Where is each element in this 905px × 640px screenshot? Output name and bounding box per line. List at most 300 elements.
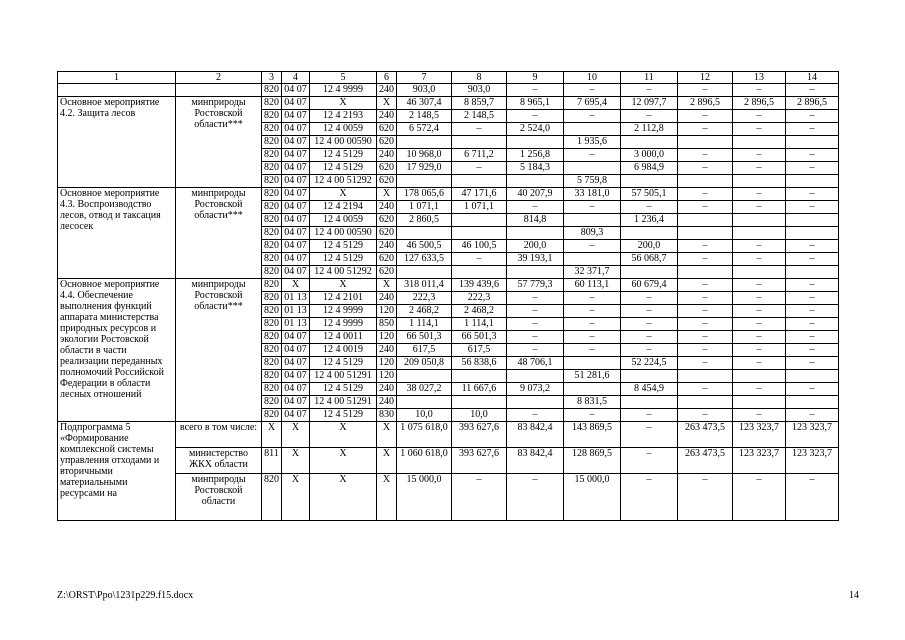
table-cell: – <box>507 110 564 123</box>
table-cell: 1 075 618,0 <box>397 422 452 448</box>
table-cell: – <box>733 409 786 422</box>
table-cell: 04 07 <box>282 201 310 214</box>
table-cell: – <box>733 188 786 201</box>
table-cell: 04 07 <box>282 188 310 201</box>
table-cell <box>733 266 786 279</box>
table-cell: 01 13 <box>282 305 310 318</box>
table-cell: 617,5 <box>452 344 507 357</box>
table-cell: 12 097,7 <box>621 97 678 110</box>
table-cell: 2 468,2 <box>397 305 452 318</box>
table-cell: – <box>786 357 839 370</box>
table-cell: 04 07 <box>282 110 310 123</box>
table-cell <box>397 227 452 240</box>
table-cell: 83 842,4 <box>507 422 564 448</box>
table-cell: 814,8 <box>507 214 564 227</box>
table-cell: Х <box>377 188 397 201</box>
responsible-executor: министерство ЖКХ области <box>176 448 262 474</box>
table-cell: – <box>621 318 678 331</box>
table-cell <box>452 136 507 149</box>
table-cell: Х <box>282 448 310 474</box>
table-cell: 809,3 <box>564 227 621 240</box>
table-cell <box>621 370 678 383</box>
table-cell: – <box>786 149 839 162</box>
table-cell: 1 114,1 <box>452 318 507 331</box>
table-cell: 60 113,1 <box>564 279 621 292</box>
table-cell: 127 633,5 <box>397 253 452 266</box>
subprogram-name: Подпрограмма 5 «Формирование комплексной системы управления отходами и вторичными материальными ресурсами на <box>58 422 176 521</box>
table-cell: Х <box>310 97 377 110</box>
table-cell: – <box>786 84 839 97</box>
header-row <box>58 72 839 84</box>
table-cell <box>733 396 786 409</box>
table-cell: 12 4 5129 <box>310 253 377 266</box>
table-cell: 393 627,6 <box>452 448 507 474</box>
table-cell: 12 4 00 51292 <box>310 266 377 279</box>
column-number: 6 <box>377 72 397 84</box>
table-cell: 12 4 2101 <box>310 292 377 305</box>
table-cell: Х <box>310 279 377 292</box>
column-number: 4 <box>282 72 310 84</box>
table-cell: 12 4 5129 <box>310 357 377 370</box>
table-cell: 2 468,2 <box>452 305 507 318</box>
table-cell: 12 4 0059 <box>310 214 377 227</box>
table-cell <box>733 370 786 383</box>
table-cell <box>733 227 786 240</box>
table-cell <box>678 266 733 279</box>
table-cell: 209 050,8 <box>397 357 452 370</box>
table-cell <box>621 136 678 149</box>
table-cell: – <box>678 279 733 292</box>
table-cell: – <box>786 331 839 344</box>
table-cell <box>452 396 507 409</box>
table-cell <box>452 370 507 383</box>
table-cell: Х <box>377 97 397 110</box>
table-cell: Х <box>310 474 377 521</box>
table-cell: – <box>621 292 678 305</box>
table-cell: – <box>678 318 733 331</box>
table-cell: – <box>678 162 733 175</box>
table-cell: 128 869,5 <box>564 448 621 474</box>
table-cell: – <box>678 110 733 123</box>
table-cell: 10 968,0 <box>397 149 452 162</box>
table-cell: 120 <box>377 331 397 344</box>
table-cell: 12 4 9999 <box>310 318 377 331</box>
table-cell: – <box>786 201 839 214</box>
measure-name: Основное мероприятие 4.4. Обеспечение выполнения функций аппарата министерства природных ресурсов и экологии Ростовской области в части реализации переданных полномочий Российской Федерации в области лесных отношений <box>58 279 176 422</box>
table-cell: 15 000,0 <box>564 474 621 521</box>
table-cell: – <box>678 357 733 370</box>
table-cell: 2 896,5 <box>678 97 733 110</box>
table-cell: – <box>564 344 621 357</box>
table-row <box>58 474 839 521</box>
table-cell <box>621 396 678 409</box>
table-cell: – <box>564 110 621 123</box>
table-cell: 820 <box>262 292 282 305</box>
table-cell: 7 695,4 <box>564 97 621 110</box>
table-cell <box>678 214 733 227</box>
table-cell: 12 4 5129 <box>310 409 377 422</box>
table-cell: 820 <box>262 357 282 370</box>
column-number: 12 <box>678 72 733 84</box>
table-cell: 820 <box>262 344 282 357</box>
table-cell: – <box>678 240 733 253</box>
table-row <box>58 97 839 110</box>
table-cell: – <box>621 409 678 422</box>
table-cell: – <box>507 84 564 97</box>
table-cell: 200,0 <box>621 240 678 253</box>
table-row <box>58 84 839 97</box>
table-cell: 8 965,1 <box>507 97 564 110</box>
table-cell: 12 4 9999 <box>310 305 377 318</box>
table-cell: 39 193,1 <box>507 253 564 266</box>
table-cell: – <box>564 201 621 214</box>
table-cell: 240 <box>377 240 397 253</box>
table-cell: – <box>786 123 839 136</box>
table-cell: – <box>564 409 621 422</box>
table-cell: 12 4 0011 <box>310 331 377 344</box>
table-cell: – <box>564 240 621 253</box>
table-cell <box>564 162 621 175</box>
table-cell: – <box>786 409 839 422</box>
column-number: 8 <box>452 72 507 84</box>
table-cell <box>397 266 452 279</box>
table-cell: 123 323,7 <box>733 422 786 448</box>
table-cell: 620 <box>377 123 397 136</box>
table-cell: 820 <box>262 214 282 227</box>
table-cell: Х <box>282 279 310 292</box>
table-cell: 903,0 <box>452 84 507 97</box>
table-cell: 2 148,5 <box>397 110 452 123</box>
table-cell: – <box>564 292 621 305</box>
table-cell: – <box>678 409 733 422</box>
table-cell: 222,3 <box>452 292 507 305</box>
table-cell: 6 572,4 <box>397 123 452 136</box>
table-cell: – <box>621 422 678 448</box>
table-cell: 04 07 <box>282 97 310 110</box>
table-cell <box>733 136 786 149</box>
table-cell: 120 <box>377 357 397 370</box>
table-cell: 04 07 <box>282 331 310 344</box>
table-cell: 2 896,5 <box>733 97 786 110</box>
table-cell: 2 148,5 <box>452 110 507 123</box>
table-cell: 46 500,5 <box>397 240 452 253</box>
table-cell: 1 060 618,0 <box>397 448 452 474</box>
table-cell: – <box>733 383 786 396</box>
table-cell <box>176 84 262 97</box>
table-cell: 52 224,5 <box>621 357 678 370</box>
table-cell: 820 <box>262 474 282 521</box>
column-number: 7 <box>397 72 452 84</box>
table-cell: 820 <box>262 149 282 162</box>
table-cell <box>507 396 564 409</box>
table-cell: 178 065,6 <box>397 188 452 201</box>
table-cell: – <box>786 344 839 357</box>
table-cell: 10,0 <box>452 409 507 422</box>
table-cell: – <box>678 123 733 136</box>
table-cell: – <box>678 292 733 305</box>
table-cell: 1 935,6 <box>564 136 621 149</box>
table-cell: 620 <box>377 162 397 175</box>
table-cell: – <box>507 305 564 318</box>
table-cell <box>733 214 786 227</box>
table-cell: 04 07 <box>282 84 310 97</box>
table-cell: 48 706,1 <box>507 357 564 370</box>
table-cell: 01 13 <box>282 292 310 305</box>
table-cell: – <box>678 344 733 357</box>
table-cell: 903,0 <box>397 84 452 97</box>
table-cell: 830 <box>377 409 397 422</box>
table-cell: Х <box>310 422 377 448</box>
table-cell: 12 4 00 51292 <box>310 175 377 188</box>
measure-name: Основное мероприятие 4.2. Защита лесов <box>58 97 176 188</box>
table-cell: Х <box>377 448 397 474</box>
table-cell <box>786 266 839 279</box>
table-cell: 57 779,3 <box>507 279 564 292</box>
table-cell: – <box>621 448 678 474</box>
table-cell: 6 984,9 <box>621 162 678 175</box>
column-number: 13 <box>733 72 786 84</box>
table-cell: – <box>786 162 839 175</box>
table-cell: 318 011,4 <box>397 279 452 292</box>
table-cell: 240 <box>377 344 397 357</box>
table-cell: – <box>733 331 786 344</box>
table-cell: 240 <box>377 292 397 305</box>
table-cell: 820 <box>262 279 282 292</box>
table-cell: 5 759,8 <box>564 175 621 188</box>
table-cell: 263 473,5 <box>678 448 733 474</box>
table-cell: – <box>786 305 839 318</box>
table-cell: 820 <box>262 383 282 396</box>
table-cell: 8 859,7 <box>452 97 507 110</box>
table-cell: – <box>733 305 786 318</box>
file-path: Z:\ORST\Ppo\1231p229.f15.docx <box>57 590 194 601</box>
table-body <box>58 72 839 521</box>
table-cell: – <box>564 318 621 331</box>
column-number: 1 <box>58 72 176 84</box>
table-cell <box>786 214 839 227</box>
column-number: 10 <box>564 72 621 84</box>
table-cell: 820 <box>262 409 282 422</box>
table-cell: 850 <box>377 318 397 331</box>
table-cell: – <box>507 201 564 214</box>
table-cell <box>678 227 733 240</box>
table-cell: 15 000,0 <box>397 474 452 521</box>
table-cell: 12 4 2193 <box>310 110 377 123</box>
table-cell: Х <box>377 422 397 448</box>
table-cell <box>786 396 839 409</box>
table-row <box>58 279 839 292</box>
table-cell: – <box>786 188 839 201</box>
table-cell: – <box>733 474 786 521</box>
table-cell: 11 667,6 <box>452 383 507 396</box>
table-cell: – <box>786 240 839 253</box>
table-cell: – <box>733 253 786 266</box>
table-cell: 820 <box>262 305 282 318</box>
table-cell: 240 <box>377 84 397 97</box>
table-cell: Х <box>282 422 310 448</box>
table-cell: – <box>452 253 507 266</box>
table-cell: 240 <box>377 396 397 409</box>
table-cell: Х <box>282 474 310 521</box>
table-cell: 820 <box>262 188 282 201</box>
table-cell: – <box>786 383 839 396</box>
table-cell: 38 027,2 <box>397 383 452 396</box>
table-cell: 1 071,1 <box>452 201 507 214</box>
table-cell <box>452 227 507 240</box>
column-number: 9 <box>507 72 564 84</box>
table-cell: 5 184,3 <box>507 162 564 175</box>
table-cell: – <box>507 474 564 521</box>
table-cell: – <box>733 149 786 162</box>
table-cell: 2 112,8 <box>621 123 678 136</box>
table-cell: 620 <box>377 253 397 266</box>
table-cell: 12 4 2194 <box>310 201 377 214</box>
table-cell: – <box>564 331 621 344</box>
table-cell: 04 07 <box>282 357 310 370</box>
table-cell: – <box>621 344 678 357</box>
table-cell <box>507 266 564 279</box>
column-number: 11 <box>621 72 678 84</box>
table-cell: 83 842,4 <box>507 448 564 474</box>
table-cell: – <box>678 383 733 396</box>
table-cell: 40 207,9 <box>507 188 564 201</box>
table-cell: 8 831,5 <box>564 396 621 409</box>
table-cell: 04 07 <box>282 123 310 136</box>
table-cell: 46 100,5 <box>452 240 507 253</box>
table-cell: 123 323,7 <box>786 422 839 448</box>
table-cell: 60 679,4 <box>621 279 678 292</box>
table-cell: 120 <box>377 370 397 383</box>
table-cell: – <box>733 123 786 136</box>
table-cell: – <box>507 318 564 331</box>
table-cell: 820 <box>262 370 282 383</box>
table-cell: 620 <box>377 227 397 240</box>
table-cell: 620 <box>377 175 397 188</box>
table-cell: 04 07 <box>282 409 310 422</box>
table-cell: 12 4 00 51291 <box>310 396 377 409</box>
table-cell: – <box>507 344 564 357</box>
table-cell: – <box>733 357 786 370</box>
table-cell: Х <box>310 188 377 201</box>
table-cell: – <box>786 318 839 331</box>
page-number: 14 <box>849 590 859 601</box>
column-number: 2 <box>176 72 262 84</box>
table-cell: 617,5 <box>397 344 452 357</box>
column-number: 14 <box>786 72 839 84</box>
table-cell: 240 <box>377 149 397 162</box>
table-cell: 123 323,7 <box>733 448 786 474</box>
table-cell: – <box>452 162 507 175</box>
table-cell: 1 256,8 <box>507 149 564 162</box>
table-cell: 820 <box>262 253 282 266</box>
table-cell: – <box>507 331 564 344</box>
table-cell: 2 896,5 <box>786 97 839 110</box>
budget-table <box>57 71 839 521</box>
table-cell: 2 524,0 <box>507 123 564 136</box>
table-cell: 222,3 <box>397 292 452 305</box>
table-cell: – <box>564 305 621 318</box>
table-cell: – <box>678 84 733 97</box>
table-cell: 143 869,5 <box>564 422 621 448</box>
table-cell: – <box>678 149 733 162</box>
table-cell: 12 4 0059 <box>310 123 377 136</box>
table-cell: 04 07 <box>282 344 310 357</box>
table-cell: – <box>507 292 564 305</box>
table-cell: 46 307,4 <box>397 97 452 110</box>
table-cell: 120 <box>377 305 397 318</box>
table-cell: 04 07 <box>282 240 310 253</box>
table-cell: 820 <box>262 123 282 136</box>
table-cell: – <box>733 110 786 123</box>
table-cell <box>678 175 733 188</box>
table-cell <box>621 227 678 240</box>
table-cell <box>397 175 452 188</box>
table-cell: 12 4 9999 <box>310 84 377 97</box>
table-cell: 820 <box>262 84 282 97</box>
table-cell: 620 <box>377 266 397 279</box>
table-cell: 04 07 <box>282 136 310 149</box>
table-cell <box>564 253 621 266</box>
table-cell: Х <box>262 422 282 448</box>
table-cell: – <box>786 253 839 266</box>
table-cell: 04 07 <box>282 227 310 240</box>
table-cell <box>58 84 176 97</box>
table-cell: 32 371,7 <box>564 266 621 279</box>
table-cell: – <box>621 331 678 344</box>
table-cell: – <box>621 110 678 123</box>
table-cell: – <box>786 279 839 292</box>
table-cell: – <box>678 253 733 266</box>
table-cell: – <box>678 305 733 318</box>
table-cell <box>786 370 839 383</box>
table-cell <box>507 175 564 188</box>
table-cell: 123 323,7 <box>786 448 839 474</box>
table-cell: 12 4 00 51291 <box>310 370 377 383</box>
table-cell: 12 4 5129 <box>310 162 377 175</box>
table-cell: 57 505,1 <box>621 188 678 201</box>
table-cell: Х <box>377 474 397 521</box>
table-cell: 04 07 <box>282 253 310 266</box>
column-number: 5 <box>310 72 377 84</box>
table-cell: 820 <box>262 97 282 110</box>
table-cell: – <box>733 318 786 331</box>
table-cell <box>507 136 564 149</box>
table-cell: 9 073,2 <box>507 383 564 396</box>
table-cell: – <box>678 474 733 521</box>
table-cell <box>452 266 507 279</box>
table-cell: 12 4 5129 <box>310 383 377 396</box>
table-cell: 51 281,6 <box>564 370 621 383</box>
table-cell <box>507 227 564 240</box>
table-cell: – <box>678 188 733 201</box>
table-cell: 04 07 <box>282 162 310 175</box>
table-row <box>58 448 839 474</box>
table-cell: 820 <box>262 162 282 175</box>
table-cell: – <box>733 162 786 175</box>
table-cell <box>507 370 564 383</box>
table-cell <box>786 175 839 188</box>
table-cell: – <box>621 474 678 521</box>
table-cell: – <box>678 331 733 344</box>
table-cell: 1 071,1 <box>397 201 452 214</box>
table-cell: 820 <box>262 201 282 214</box>
table-cell: 820 <box>262 266 282 279</box>
table-cell: 263 473,5 <box>678 422 733 448</box>
table-cell: – <box>733 240 786 253</box>
table-row <box>58 188 839 201</box>
table-cell <box>621 266 678 279</box>
table-cell <box>678 370 733 383</box>
